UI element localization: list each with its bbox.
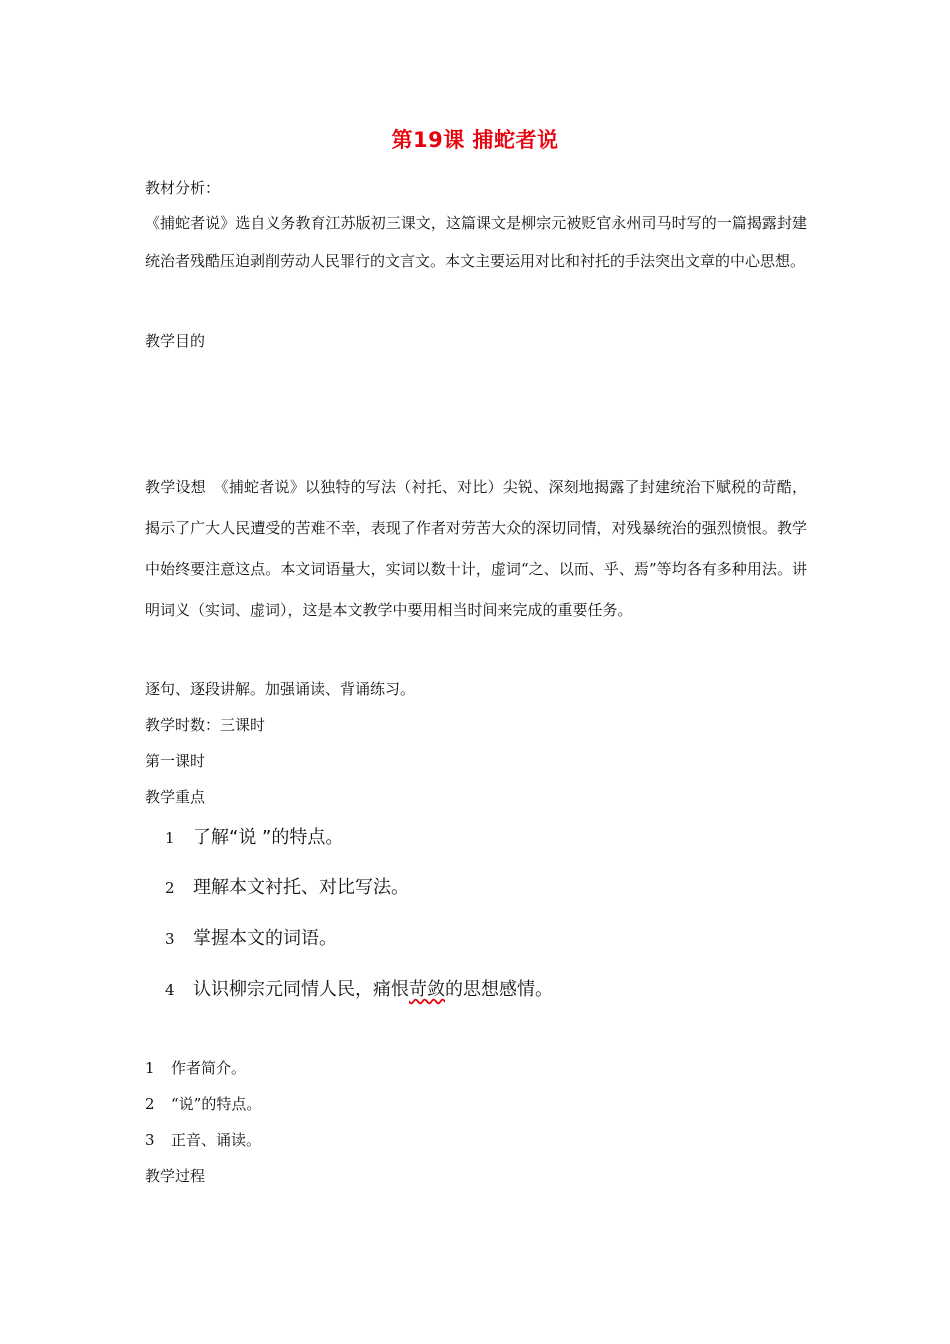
lesson-title: 第19课 捕蛇者说 xyxy=(391,128,559,152)
step-item-number: 3 xyxy=(145,1131,155,1149)
focus-item-number: 2 xyxy=(165,879,175,897)
focus-item xyxy=(165,826,343,850)
teaching-design-paragraph: 教学设想 《捕蛇者说》以独特的写法（衬托、对比）尖锐、深刻地揭露了封建统治下赋税的苛酷，揭示了广大人民遭受的苦难不幸，表现了作者对劳苦大众的深切同情，对残暴统治的强烈愤恨。教学中始终要注意这点。本文词语量大，实词以数十计，虚词“之、以而、乎、焉”等均各有多种用法。讲明词义（实词、虚词），这是本文教学中要用相当时间来完成的重要任务。 xyxy=(145,478,807,619)
step-item-text: 正音、诵读。 xyxy=(171,1131,262,1149)
spellcheck-marked-word: 苛敛 xyxy=(409,979,445,1000)
focus-item-number: 3 xyxy=(165,930,175,948)
teaching-focus-heading: 教学重点 xyxy=(145,788,206,806)
focus-item-text-end: 的思想感情。 xyxy=(445,979,553,1000)
focus-item-number: 1 xyxy=(165,829,175,847)
step-item xyxy=(145,1094,261,1114)
step-item xyxy=(145,1130,261,1150)
teaching-process-heading: 教学过程 xyxy=(145,1167,206,1185)
step-item xyxy=(145,1058,246,1078)
teaching-objective-heading: 教学目的 xyxy=(145,332,206,350)
focus-item xyxy=(165,927,337,951)
teaching-method-text: 逐句、逐段讲解。加强诵读、背诵练习。 xyxy=(145,680,416,698)
material-analysis-paragraph: 《捕蛇者说》选自义务教育江苏版初三课文，这篇课文是柳宗元被贬官永州司马时写的一篇揭露封建统治者残酷压迫剥削劳动人民罪行的文言文。本文主要运用对比和衬托的手法突出文章的中心思想。 xyxy=(145,214,807,270)
step-item-number: 2 xyxy=(145,1095,155,1113)
focus-item-text: 理解本文衬托、对比写法。 xyxy=(193,877,409,898)
focus-item-text: 了解“说 ”的特点。 xyxy=(193,827,344,848)
teaching-hours-text: 教学时数：三课时 xyxy=(145,716,266,734)
material-analysis-heading: 教材分析： xyxy=(145,179,221,197)
focus-item-text: 掌握本文的词语。 xyxy=(193,928,337,949)
focus-item-number: 4 xyxy=(165,981,175,999)
focus-item-text: 认识柳宗元同情人民，痛恨 xyxy=(193,979,409,1000)
step-item-number: 1 xyxy=(145,1059,155,1077)
step-item-text: 作者简介。 xyxy=(171,1059,247,1077)
first-period-heading: 第一课时 xyxy=(145,752,206,770)
focus-item xyxy=(165,978,553,1002)
focus-item xyxy=(165,876,409,900)
step-item-text: “说”的特点。 xyxy=(171,1095,262,1113)
